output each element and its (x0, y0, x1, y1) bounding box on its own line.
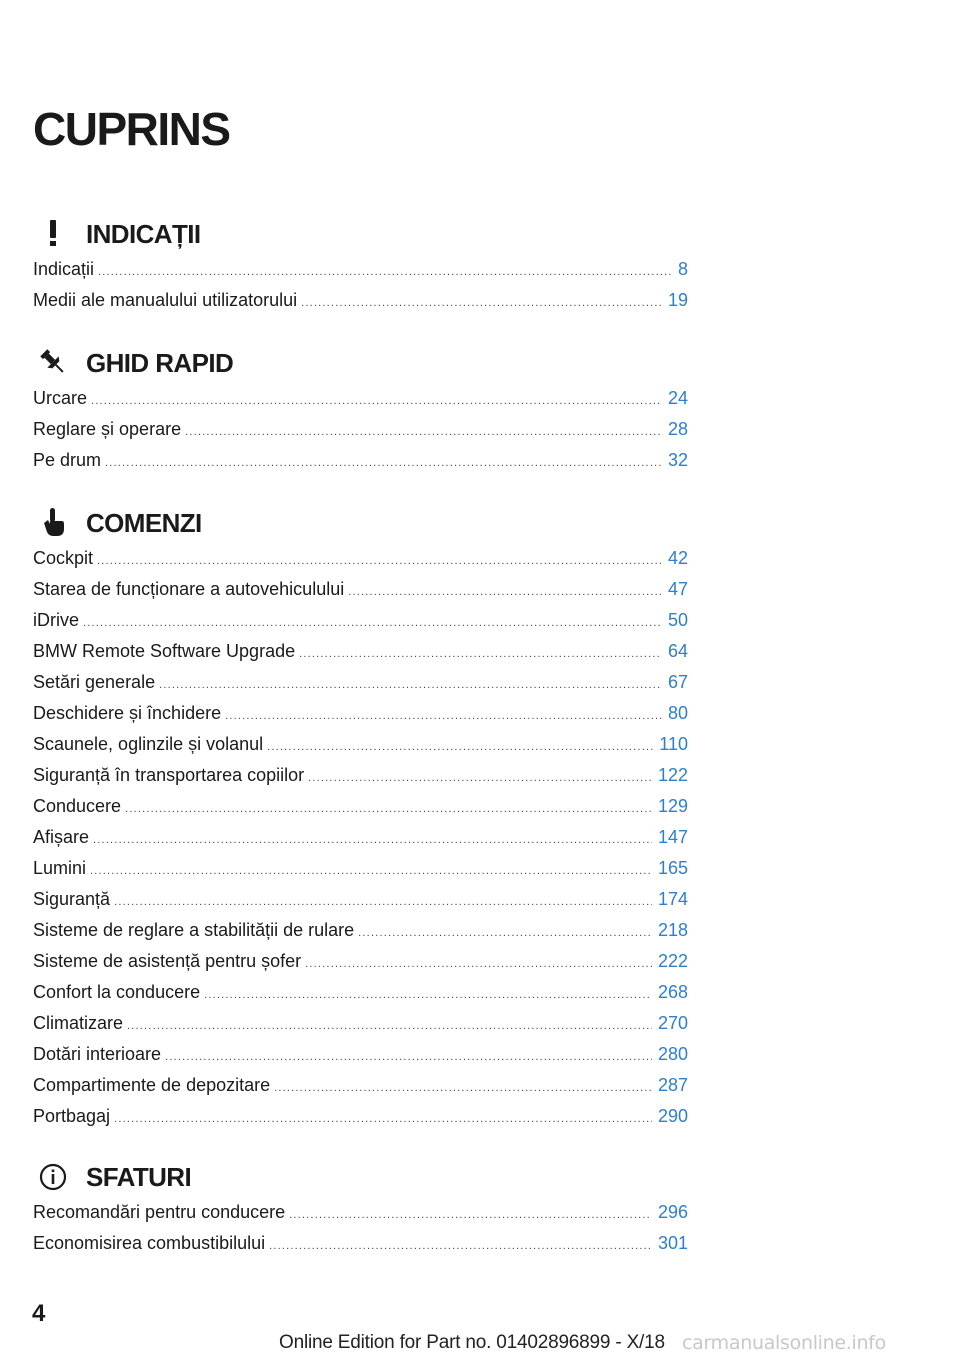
footer-edition: Online Edition for Part no. 01402896899 - X/18 (279, 1332, 665, 1353)
section-title: INDICAȚII (86, 219, 201, 249)
toc-entry-label: Afișare (33, 827, 90, 847)
toc-entry-page-link[interactable]: 296 (657, 1202, 688, 1222)
section-header (33, 214, 688, 254)
toc-entry-label: Scaunele, oglinzile și volanul (33, 734, 264, 754)
dot-leader (204, 980, 652, 1011)
info-circle-icon (39, 1161, 67, 1191)
toc-entry[interactable] (33, 1008, 688, 1039)
dot-leader (185, 417, 662, 448)
dot-leader (305, 949, 652, 980)
toc-entry-label: Lumini (33, 858, 87, 878)
dot-leader (274, 1073, 652, 1104)
toc-entry-page-link[interactable]: 218 (657, 920, 688, 940)
toc-entry-page-link[interactable]: 32 (667, 450, 688, 470)
toc-entry-page-link[interactable]: 290 (657, 1106, 688, 1126)
toc-entry[interactable] (33, 414, 688, 445)
toc-entry-label: Reglare și operare (33, 419, 182, 439)
dot-leader (105, 448, 662, 479)
dot-leader (267, 732, 653, 763)
page-number: 4 (32, 1300, 46, 1327)
dot-leader (301, 288, 662, 319)
toc-entry-page-link[interactable]: 222 (657, 951, 688, 971)
exclamation-icon (39, 218, 67, 248)
toc-entry-label: Compartimente de depozitare (33, 1075, 271, 1095)
toc-entry-page-link[interactable]: 50 (667, 610, 688, 630)
page-title: CUPRINS (33, 103, 230, 155)
section-indicatii (33, 214, 688, 316)
section-sfaturi (33, 1157, 688, 1259)
toc-entry[interactable] (33, 729, 688, 760)
dot-leader (225, 701, 662, 732)
toc-entry-page-link[interactable]: 67 (667, 672, 688, 692)
section-title: COMENZI (86, 508, 202, 538)
toc-entry[interactable] (33, 1039, 688, 1070)
dot-leader (93, 825, 652, 856)
section-ghid-rapid (33, 343, 688, 476)
toc-entry-label: Indicații (33, 259, 95, 279)
toc-entry-page-link[interactable]: 129 (657, 796, 688, 816)
toc-entry[interactable] (33, 791, 688, 822)
section-title: GHID RAPID (86, 348, 234, 378)
dot-leader (125, 794, 652, 825)
dot-leader (269, 1231, 652, 1262)
toc-entry-page-link[interactable]: 280 (657, 1044, 688, 1064)
toc-list (33, 1197, 688, 1259)
toc-entry-page-link[interactable]: 19 (667, 290, 688, 310)
section-title: SFATURI (86, 1162, 192, 1192)
toc-entry-label: Starea de funcționare a autovehiculului (33, 579, 345, 599)
dot-leader (98, 257, 672, 288)
toc-entry[interactable] (33, 254, 688, 285)
toc-entry-page-link[interactable]: 42 (667, 548, 688, 568)
toc-entry-page-link[interactable]: 301 (657, 1233, 688, 1253)
toc-entry-page-link[interactable]: 28 (667, 419, 688, 439)
toc-entry[interactable] (33, 1228, 688, 1259)
toc-entry[interactable] (33, 853, 688, 884)
toc-entry[interactable] (33, 574, 688, 605)
toc-entry[interactable] (33, 667, 688, 698)
dot-leader (97, 546, 662, 577)
toc-entry-label: Conducere (33, 796, 122, 816)
toc-entry[interactable] (33, 285, 688, 316)
toc-entry-label: Cockpit (33, 548, 94, 568)
dot-leader (114, 887, 652, 918)
toc-entry-label: Deschidere și închidere (33, 703, 222, 723)
toc-entry[interactable] (33, 445, 688, 476)
toc-entry-label: Medii ale manualului utilizatorului (33, 290, 298, 310)
toc-entry[interactable] (33, 822, 688, 853)
toc-entry-page-link[interactable]: 64 (667, 641, 688, 661)
toc-entry-page-link[interactable]: 8 (677, 259, 688, 279)
dot-leader (83, 608, 662, 639)
toc-entry-label: Pe drum (33, 450, 102, 470)
toc-entry-page-link[interactable]: 174 (657, 889, 688, 909)
dot-leader (91, 386, 662, 417)
pushpin-icon (39, 347, 67, 377)
toc-entry-label: Siguranță în transportarea copiilor (33, 765, 305, 785)
toc-list (33, 383, 688, 476)
toc-entry-label: Urcare (33, 388, 88, 408)
toc-entry[interactable] (33, 1101, 688, 1132)
toc-entry[interactable] (33, 698, 688, 729)
section-comenzi (33, 503, 688, 1132)
toc-entry-label: iDrive (33, 610, 80, 630)
watermark: carmanualsonline.info (682, 1332, 886, 1354)
dot-leader (289, 1200, 652, 1231)
pointing-hand-icon (39, 507, 67, 537)
toc-entry-page-link[interactable]: 287 (657, 1075, 688, 1095)
toc-entry[interactable] (33, 977, 688, 1008)
toc-entry-page-link[interactable]: 80 (667, 703, 688, 723)
dot-leader (127, 1011, 652, 1042)
toc-entry[interactable] (33, 760, 688, 791)
toc-entry-label: Setări generale (33, 672, 156, 692)
toc-entry-label: Recomandări pentru conducere (33, 1202, 286, 1222)
toc-entry-label: Economisirea combustibilului (33, 1233, 266, 1253)
toc-entry-page-link[interactable]: 147 (657, 827, 688, 847)
toc-list (33, 254, 688, 316)
toc-entry-label: Sisteme de reglare a stabilității de rulare (33, 920, 355, 940)
dot-leader (308, 763, 652, 794)
toc-entry-label: Siguranță (33, 889, 111, 909)
dot-leader (358, 918, 652, 949)
toc-entry[interactable] (33, 543, 688, 574)
toc-entry-label: Confort la conducere (33, 982, 201, 1002)
toc-entry-page-link[interactable]: 47 (667, 579, 688, 599)
dot-leader (159, 670, 662, 701)
toc-entry[interactable] (33, 884, 688, 915)
toc-entry[interactable] (33, 915, 688, 946)
section-header (33, 503, 688, 543)
toc-entry-label: Dotări interioare (33, 1044, 162, 1064)
section-header (33, 343, 688, 383)
toc-entry-page-link[interactable]: 165 (657, 858, 688, 878)
toc-entry-page-link[interactable]: 268 (657, 982, 688, 1002)
dot-leader (90, 856, 652, 887)
dot-leader (114, 1104, 652, 1135)
toc-entry-label: Sisteme de asistență pentru șofer (33, 951, 302, 971)
dot-leader (348, 577, 662, 608)
toc-entry[interactable] (33, 1197, 688, 1228)
toc-entry-label: Portbagaj (33, 1106, 111, 1126)
toc-entry-page-link[interactable]: 122 (657, 765, 688, 785)
dot-leader (299, 639, 662, 670)
toc-entry-label: Climatizare (33, 1013, 124, 1033)
toc-entry[interactable] (33, 1070, 688, 1101)
section-header (33, 1157, 688, 1197)
toc-entry[interactable] (33, 605, 688, 636)
toc-entry-page-link[interactable]: 110 (659, 734, 688, 754)
toc-list (33, 543, 688, 1132)
toc-entry[interactable] (33, 946, 688, 977)
toc-entry-page-link[interactable]: 24 (667, 388, 688, 408)
dot-leader (165, 1042, 652, 1073)
toc-entry-page-link[interactable]: 270 (657, 1013, 688, 1033)
toc-entry[interactable] (33, 383, 688, 414)
toc-entry[interactable] (33, 636, 688, 667)
toc-entry-label: BMW Remote Software Upgrade (33, 641, 296, 661)
